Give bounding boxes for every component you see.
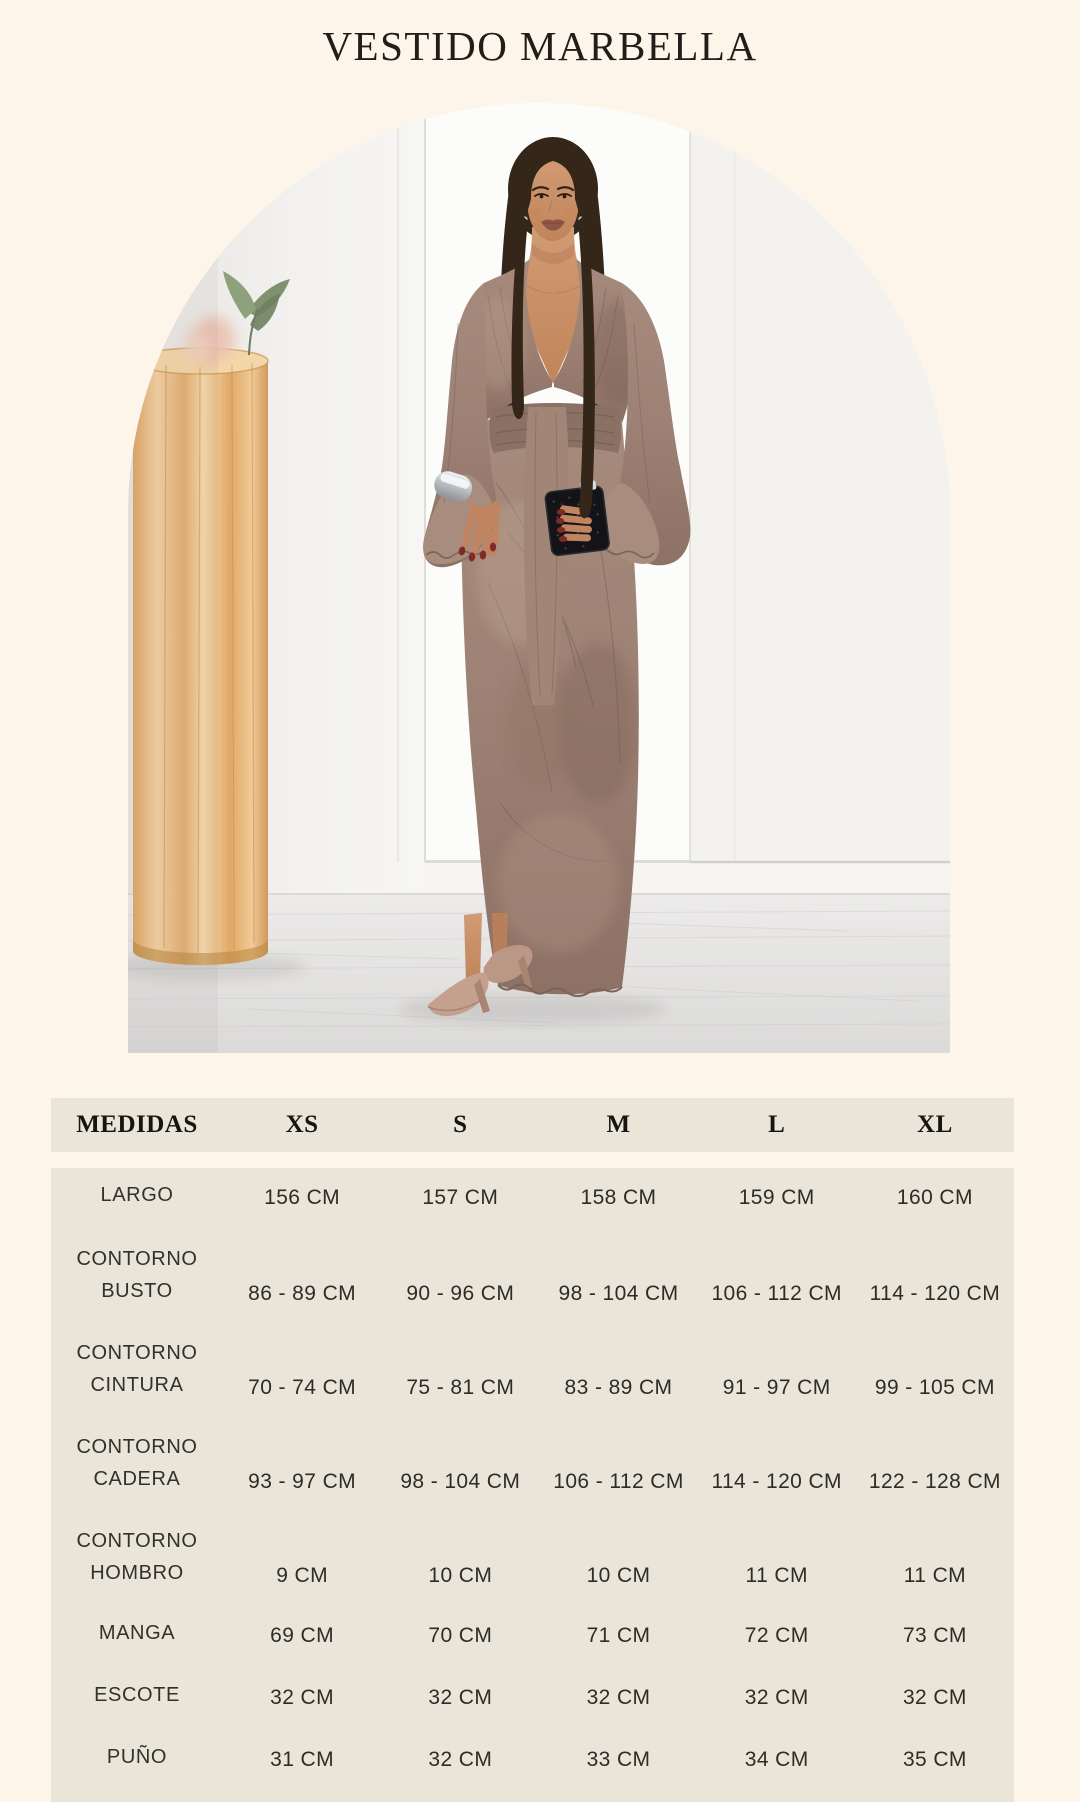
- size-value: 98 - 104 CM: [400, 1470, 521, 1493]
- size-value: 10 CM: [428, 1564, 493, 1587]
- arch-shadow: [128, 103, 218, 1053]
- product-photo-illustration: [128, 103, 950, 1053]
- size-value: 75 - 81 CM: [406, 1376, 515, 1399]
- size-value: 158 CM: [580, 1186, 657, 1209]
- size-value: 32 CM: [270, 1686, 335, 1709]
- size-value: 93 - 97 CM: [248, 1470, 357, 1493]
- size-value: 99 - 105 CM: [874, 1376, 995, 1399]
- size-value: 70 - 74 CM: [248, 1376, 357, 1399]
- row-label: CONTORNO BUSTO: [76, 1248, 198, 1302]
- size-table: [51, 1098, 1014, 1802]
- size-value: 32 CM: [586, 1686, 651, 1709]
- table-row-contorno-busto: [51, 1230, 1014, 1324]
- header-xl: XL: [917, 1111, 953, 1138]
- size-value: 32 CM: [428, 1686, 493, 1709]
- size-value: 114 - 120 CM: [711, 1470, 842, 1493]
- size-value: 98 - 104 CM: [558, 1282, 679, 1305]
- table-row-manga: [51, 1606, 1014, 1668]
- size-value: 33 CM: [586, 1748, 651, 1771]
- size-value: 32 CM: [428, 1748, 493, 1771]
- table-row-largo: [51, 1168, 1014, 1230]
- size-value: 86 - 89 CM: [248, 1282, 357, 1305]
- size-value: 71 CM: [586, 1624, 651, 1647]
- table-row-escote: [51, 1668, 1014, 1730]
- size-value: 156 CM: [264, 1186, 341, 1209]
- size-table-body: [51, 1168, 1014, 1802]
- table-row-contorno-cadera: [51, 1418, 1014, 1512]
- size-value: 106 - 112 CM: [711, 1282, 842, 1305]
- row-label: CONTORNO CINTURA: [76, 1342, 198, 1396]
- size-value: 69 CM: [270, 1624, 335, 1647]
- header-xs: XS: [285, 1111, 319, 1138]
- size-value: 157 CM: [422, 1186, 499, 1209]
- size-table-header: [51, 1098, 1014, 1152]
- page-title: VESTIDO MARBELLA: [322, 23, 758, 69]
- size-value: 32 CM: [744, 1686, 809, 1709]
- row-label: CONTORNO CADERA: [76, 1436, 198, 1490]
- size-value: 35 CM: [902, 1748, 967, 1771]
- size-value: 11 CM: [745, 1564, 808, 1587]
- size-value: 122 - 128 CM: [868, 1470, 1001, 1493]
- size-value: 73 CM: [902, 1624, 967, 1647]
- row-label: LARGO: [100, 1184, 174, 1206]
- row-label: PUÑO: [106, 1746, 168, 1768]
- row-label: CONTORNO HOMBRO: [76, 1530, 198, 1584]
- header-medidas: MEDIDAS: [76, 1111, 198, 1138]
- size-value: 11 CM: [903, 1564, 967, 1587]
- size-value: 114 - 120 CM: [869, 1282, 1001, 1305]
- size-value: 31 CM: [270, 1748, 335, 1771]
- size-value: 106 - 112 CM: [553, 1470, 684, 1493]
- size-value: 34 CM: [744, 1748, 809, 1771]
- header-l: L: [768, 1111, 786, 1138]
- table-row-puno: [51, 1730, 1014, 1792]
- table-row-contorno-hombro: [51, 1512, 1014, 1606]
- size-value: 91 - 97 CM: [722, 1376, 831, 1399]
- size-value: 160 CM: [896, 1186, 973, 1209]
- table-row-contorno-cintura: [51, 1324, 1014, 1418]
- row-label: MANGA: [98, 1622, 176, 1644]
- size-value: 90 - 96 CM: [406, 1282, 515, 1305]
- product-photo-arch: [128, 103, 950, 1053]
- size-value: 70 CM: [428, 1624, 493, 1647]
- size-value: 32 CM: [902, 1686, 967, 1709]
- row-label: ESCOTE: [94, 1684, 180, 1706]
- size-value: 72 CM: [744, 1624, 809, 1647]
- header-s: S: [453, 1111, 468, 1138]
- header-m: M: [606, 1111, 631, 1138]
- size-value: 83 - 89 CM: [564, 1376, 673, 1399]
- size-value: 10 CM: [586, 1564, 651, 1587]
- size-value: 159 CM: [738, 1186, 815, 1209]
- size-value: 9 CM: [276, 1564, 328, 1587]
